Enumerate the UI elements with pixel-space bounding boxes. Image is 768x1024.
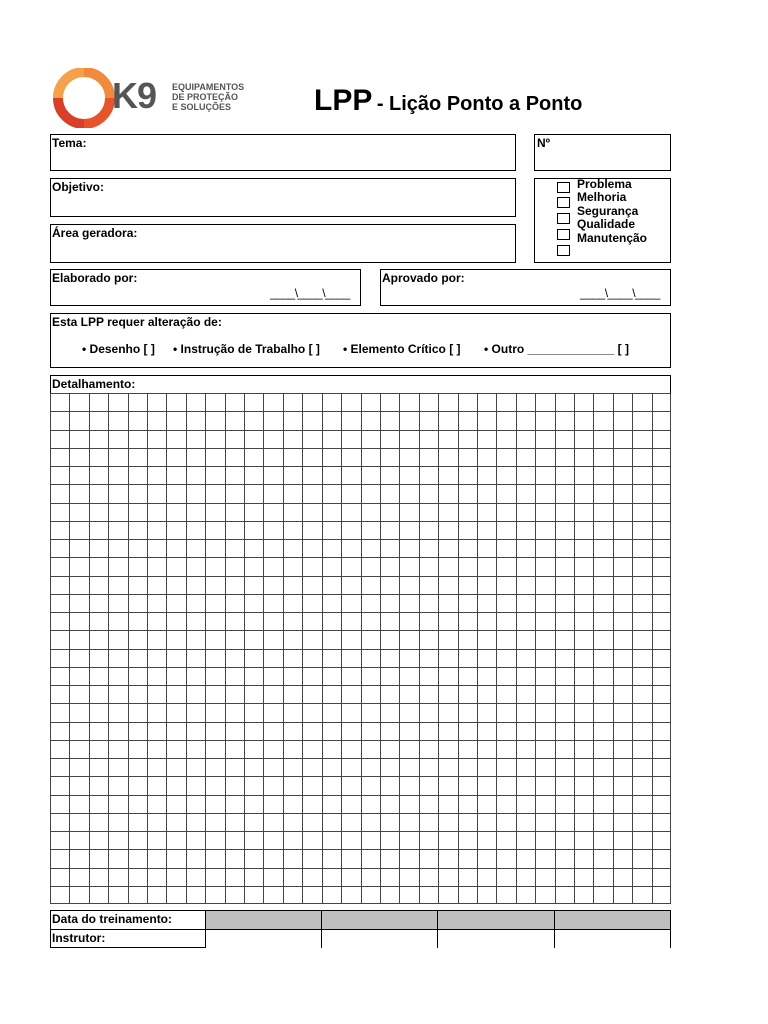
- logo-tagline: [172, 82, 244, 112]
- checkbox-qualidade[interactable]: [557, 229, 570, 240]
- objetivo-label: Objetivo:: [52, 180, 105, 194]
- checkbox-manutencao[interactable]: [557, 245, 570, 256]
- option-elemento[interactable]: • Elemento Crítico [ ]: [343, 342, 461, 356]
- option-instrucao[interactable]: • Instrução de Trabalho [ ]: [173, 342, 320, 356]
- data-cell[interactable]: [205, 910, 322, 930]
- option-outro[interactable]: • Outro _____________ [ ]: [484, 342, 629, 356]
- checkbox-seguranca[interactable]: [557, 213, 570, 224]
- logo-tagline-line: EQUIPAMENTOS: [172, 82, 245, 92]
- logo-tagline-line: DE PROTEÇÃO: [172, 92, 239, 102]
- aprovado-label: Aprovado por:: [382, 271, 465, 285]
- instrutor-divider: [554, 929, 555, 948]
- detalhamento-label: Detalhamento:: [52, 377, 136, 391]
- tema-label: Tema:: [52, 136, 87, 150]
- title-main: LPP: [314, 84, 373, 117]
- numero-field[interactable]: [534, 134, 671, 171]
- option-desenho[interactable]: • Desenho [ ]: [82, 342, 155, 356]
- page-title: [314, 84, 582, 118]
- category-label: Problema: [577, 177, 632, 191]
- data-cell[interactable]: [321, 910, 438, 930]
- elaborado-label: Elaborado por:: [52, 271, 138, 285]
- logo-mark-icon: [52, 68, 116, 128]
- logo-tagline-line: E SOLUÇÕES: [172, 102, 232, 112]
- data-treinamento-label: Data do treinamento:: [52, 912, 173, 926]
- alteracao-title: Esta LPP requer alteração de:: [52, 315, 222, 329]
- numero-label: Nº: [537, 136, 551, 150]
- tema-field[interactable]: [50, 134, 516, 171]
- instrutor-label: Instrutor:: [52, 931, 106, 945]
- instrutor-cell[interactable]: [205, 929, 671, 948]
- data-cell[interactable]: [437, 910, 555, 930]
- detalhamento-grid[interactable]: [50, 393, 671, 904]
- title-sub: - Lição Ponto a Ponto: [376, 93, 583, 115]
- logo: [52, 68, 252, 128]
- instrutor-divider: [437, 929, 438, 948]
- logo-wordmark: K9: [112, 75, 157, 116]
- aprovado-date: ____\____\____: [580, 286, 660, 300]
- data-cell[interactable]: [554, 910, 671, 930]
- checkbox-problema[interactable]: [557, 182, 570, 193]
- checkbox-melhoria[interactable]: [557, 197, 570, 208]
- category-label: Segurança: [577, 204, 639, 218]
- category-label: Qualidade: [577, 217, 636, 231]
- area-label: Área geradora:: [52, 226, 138, 240]
- objetivo-field[interactable]: [50, 178, 516, 217]
- instrutor-divider: [670, 929, 671, 948]
- elaborado-date: ____\____\____: [270, 286, 350, 300]
- category-label: Melhoria: [577, 190, 627, 204]
- category-label: Manutenção: [577, 231, 648, 245]
- instrutor-divider: [321, 929, 322, 948]
